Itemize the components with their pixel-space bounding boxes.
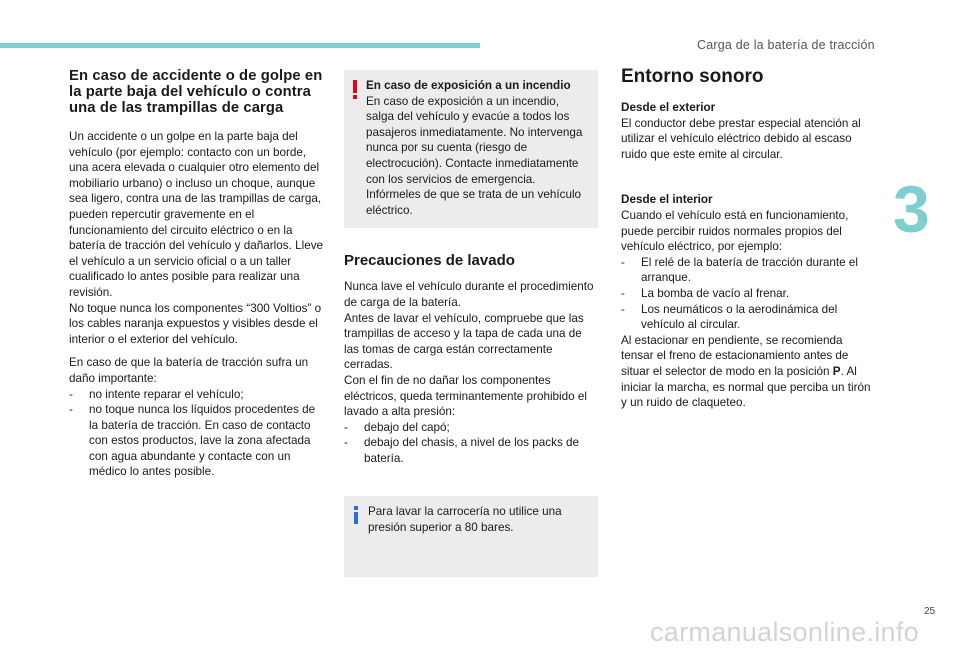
header-accent-bar (0, 43, 480, 48)
page-number: 25 (924, 606, 936, 617)
info-icon (353, 506, 358, 524)
accident-section (69, 68, 325, 480)
fire-warning-box (344, 70, 598, 228)
list-item: - Los neumáticos o la aerodinámica del vehículo al circular. (621, 302, 871, 333)
list-item: - debajo del chasis, a nivel de los packs de batería. (344, 435, 598, 466)
interior-list (621, 255, 871, 333)
parking-text-end: . Al iniciar la marcha, es normal que perciba un tirón y un ruido de claqueteo. (621, 364, 871, 410)
list-item: - El relé de la batería de tracción durante el arranque. (621, 255, 871, 286)
list-item: - no intente reparar el vehículo; (69, 387, 325, 403)
interior-text: Cuando el vehículo está en funcionamiento, puede percibir ruidos normales propios del vehículo eléctrico, por ejemplo: (621, 208, 849, 254)
washing-list (344, 420, 598, 467)
middle-column (344, 70, 598, 466)
parking-text (621, 333, 871, 411)
list-item: - no toque nunca los líquidos procedentes de la batería de tracción. En caso de contacto con estos productos, lave la zona afectada con agua abundante y contacte con un médico lo antes posible. (69, 402, 325, 480)
accident-paragraph-2: No toque nunca los componentes “300 Voltios” o los cables naranja expuestos y visibles desde el interior o el exterior del vehículo. (69, 301, 322, 346)
accident-heading: En caso de accidente o de golpe en la parte baja del vehículo o contra una de las trampillas de carga (69, 68, 323, 116)
washing-paragraph-2: Antes de lavar el vehículo, compruebe que las trampillas de acceso y la tapa de cada una de las tomas de carga están correctamente cerradas. (344, 311, 584, 372)
info-text: Para lavar la carrocería no utilice una presión superior a 80 bares. (368, 505, 562, 534)
parking-text-start: Al estacionar en pendiente, se recomienda tensar el freno de estacionamiento antes de situar el selector de modo en la posición (621, 333, 849, 378)
accident-paragraph-3: En caso de que la batería de tracción sufra un daño importante: (69, 356, 309, 385)
sound-heading: Entorno sonoro (621, 66, 764, 87)
sound-section (621, 66, 871, 411)
chapter-number: 3 (893, 172, 930, 246)
interior-title: Desde el interior (621, 193, 713, 207)
washing-heading: Precauciones de lavado (344, 252, 515, 270)
accident-list (69, 387, 325, 481)
list-item: - La bomba de vacío al frenar. (621, 286, 871, 302)
washing-paragraph-1: Nunca lave el vehículo durante el procedimiento de carga de la batería. (344, 280, 594, 309)
watermark: carmanualsonline.info (650, 617, 919, 647)
washing-paragraph-3: Con el fin de no dañar los componentes eléctricos, queda terminantemente prohibido el lavado a alta presión: (344, 373, 587, 419)
warning-text: En caso de exposición a un incendio, salga del vehículo y evacúe a todos los pasajeros inmediatamente. No intervenga nunca por su cuenta (riesgo de electrocución). Contacte inmediatamente con los servicios de emergencia. Infórmeles de que se trata de un vehículo eléctrico. (366, 94, 583, 217)
running-title: Carga de la batería de tracción (697, 38, 875, 52)
exterior-text: El conductor debe prestar especial atención al utilizar el vehículo eléctrico debido al escaso ruido que este emite al circular. (621, 116, 861, 161)
warning-title: En caso de exposición a un incendio (366, 79, 571, 92)
pressure-info-box (344, 496, 598, 577)
exterior-title: Desde el exterior (621, 101, 716, 114)
list-item: - debajo del capó; (344, 420, 598, 436)
mode-position-p: P (832, 364, 841, 378)
warning-icon (352, 80, 358, 99)
accident-paragraph-1: Un accidente o un golpe en la parte baja del vehículo (por ejemplo: contacto con un borde, una acera elevada o cualquier otro elemento del mobiliario urbano) o incluso un choque, aunque sea ligero, contra una de las trampillas de carga, pueden repercutir gravemente en el funcionamiento del circuito eléctrico o en la batería de tracción del vehículo y dañarlos. Lleve el vehículo a un servicio oficial o a un taller cualificado lo antes posible para realizar una revisión. (69, 130, 324, 299)
